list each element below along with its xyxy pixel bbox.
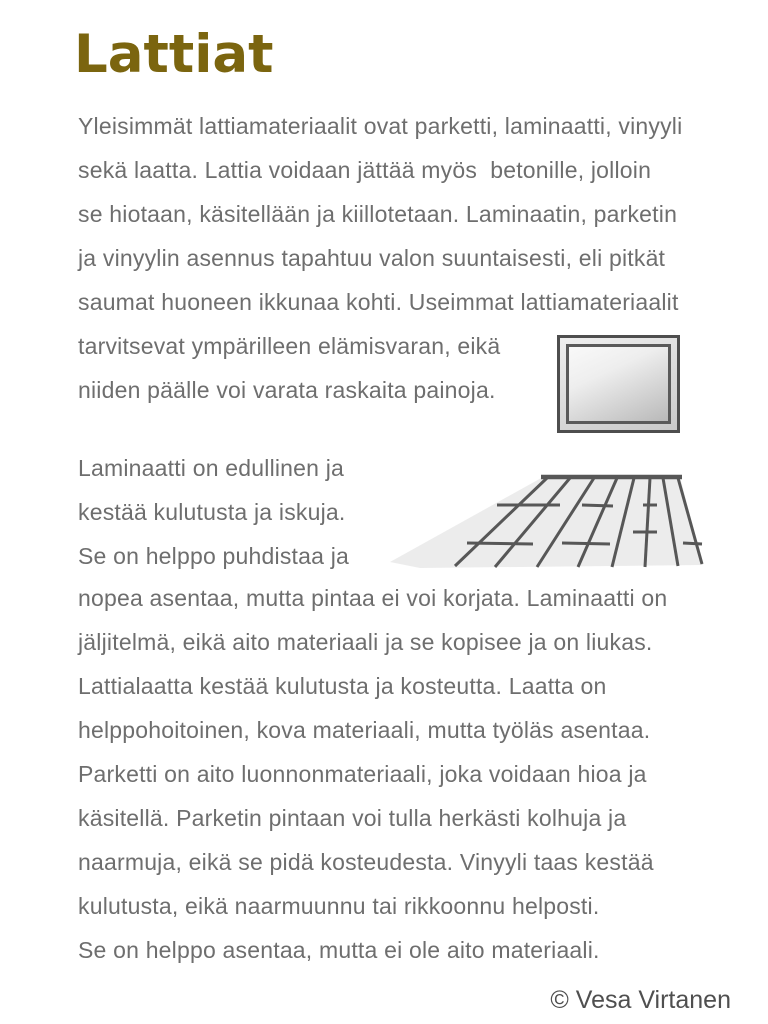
body-text-line: niiden päälle voi varata raskaita painoja. xyxy=(78,377,496,403)
body-text-line: se hiotaan, käsitellään ja kiillotetaan. Laminaatin, parketin xyxy=(78,201,678,227)
body-text-line: kulutusta, eikä naarmuunnu tai rikkoonnu helposti. xyxy=(78,893,600,919)
body-text-line: saumat huoneen ikkunaa kohti. Useimmat lattiamateriaalit xyxy=(78,289,679,315)
body-text-line: tarvitsevat ympärilleen elämisvaran, eikä xyxy=(78,333,501,359)
body-text-line: jäljitelmä, eikä aito materiaali ja se kopisee ja on liukas. xyxy=(78,629,653,655)
body-text-line: nopea asentaa, mutta pintaa ei voi korjata. Laminaatti on xyxy=(78,585,668,611)
body-text-line: sekä laatta. Lattia voidaan jättää myös betonille, jolloin xyxy=(78,157,652,183)
body-text-line: käsitellä. Parketin pintaan voi tulla herkästi kolhuja ja xyxy=(78,805,627,831)
page-title: Lattiat xyxy=(74,24,274,85)
paragraph-2 xyxy=(78,446,349,578)
body-text-line: Yleisimmät lattiamateriaalit ovat parketti, laminaatti, vinyyli xyxy=(78,113,683,139)
body-text-line: helppohoitoinen, kova materiaali, mutta työläs asentaa. xyxy=(78,717,651,743)
body-text-line: ja vinyylin asennus tapahtuu valon suuntaisesti, eli pitkät xyxy=(78,245,666,271)
copyright-notice: © Vesa Virtanen xyxy=(550,986,731,1014)
body-text-line: Se on helppo asentaa, mutta ei ole aito materiaali. xyxy=(78,937,600,963)
body-text-line: Se on helppo puhdistaa ja xyxy=(78,543,349,569)
floor-planks-illustration xyxy=(385,470,710,573)
paragraph-3 xyxy=(78,576,667,972)
body-text-line: kestää kulutusta ja iskuja. xyxy=(78,499,346,525)
body-text-line: Lattialaatta kestää kulutusta ja kosteutta. Laatta on xyxy=(78,673,607,699)
body-text-line: Laminaatti on edullinen ja xyxy=(78,455,345,481)
tile-gradient-surface xyxy=(566,344,671,424)
body-text-line: naarmuja, eikä se pidä kosteudesta. Vinyyli taas kestää xyxy=(78,849,654,875)
body-text-line: Parketti on aito luonnonmateriaali, joka voidaan hioa ja xyxy=(78,761,647,787)
tile-sample-image xyxy=(557,335,680,433)
